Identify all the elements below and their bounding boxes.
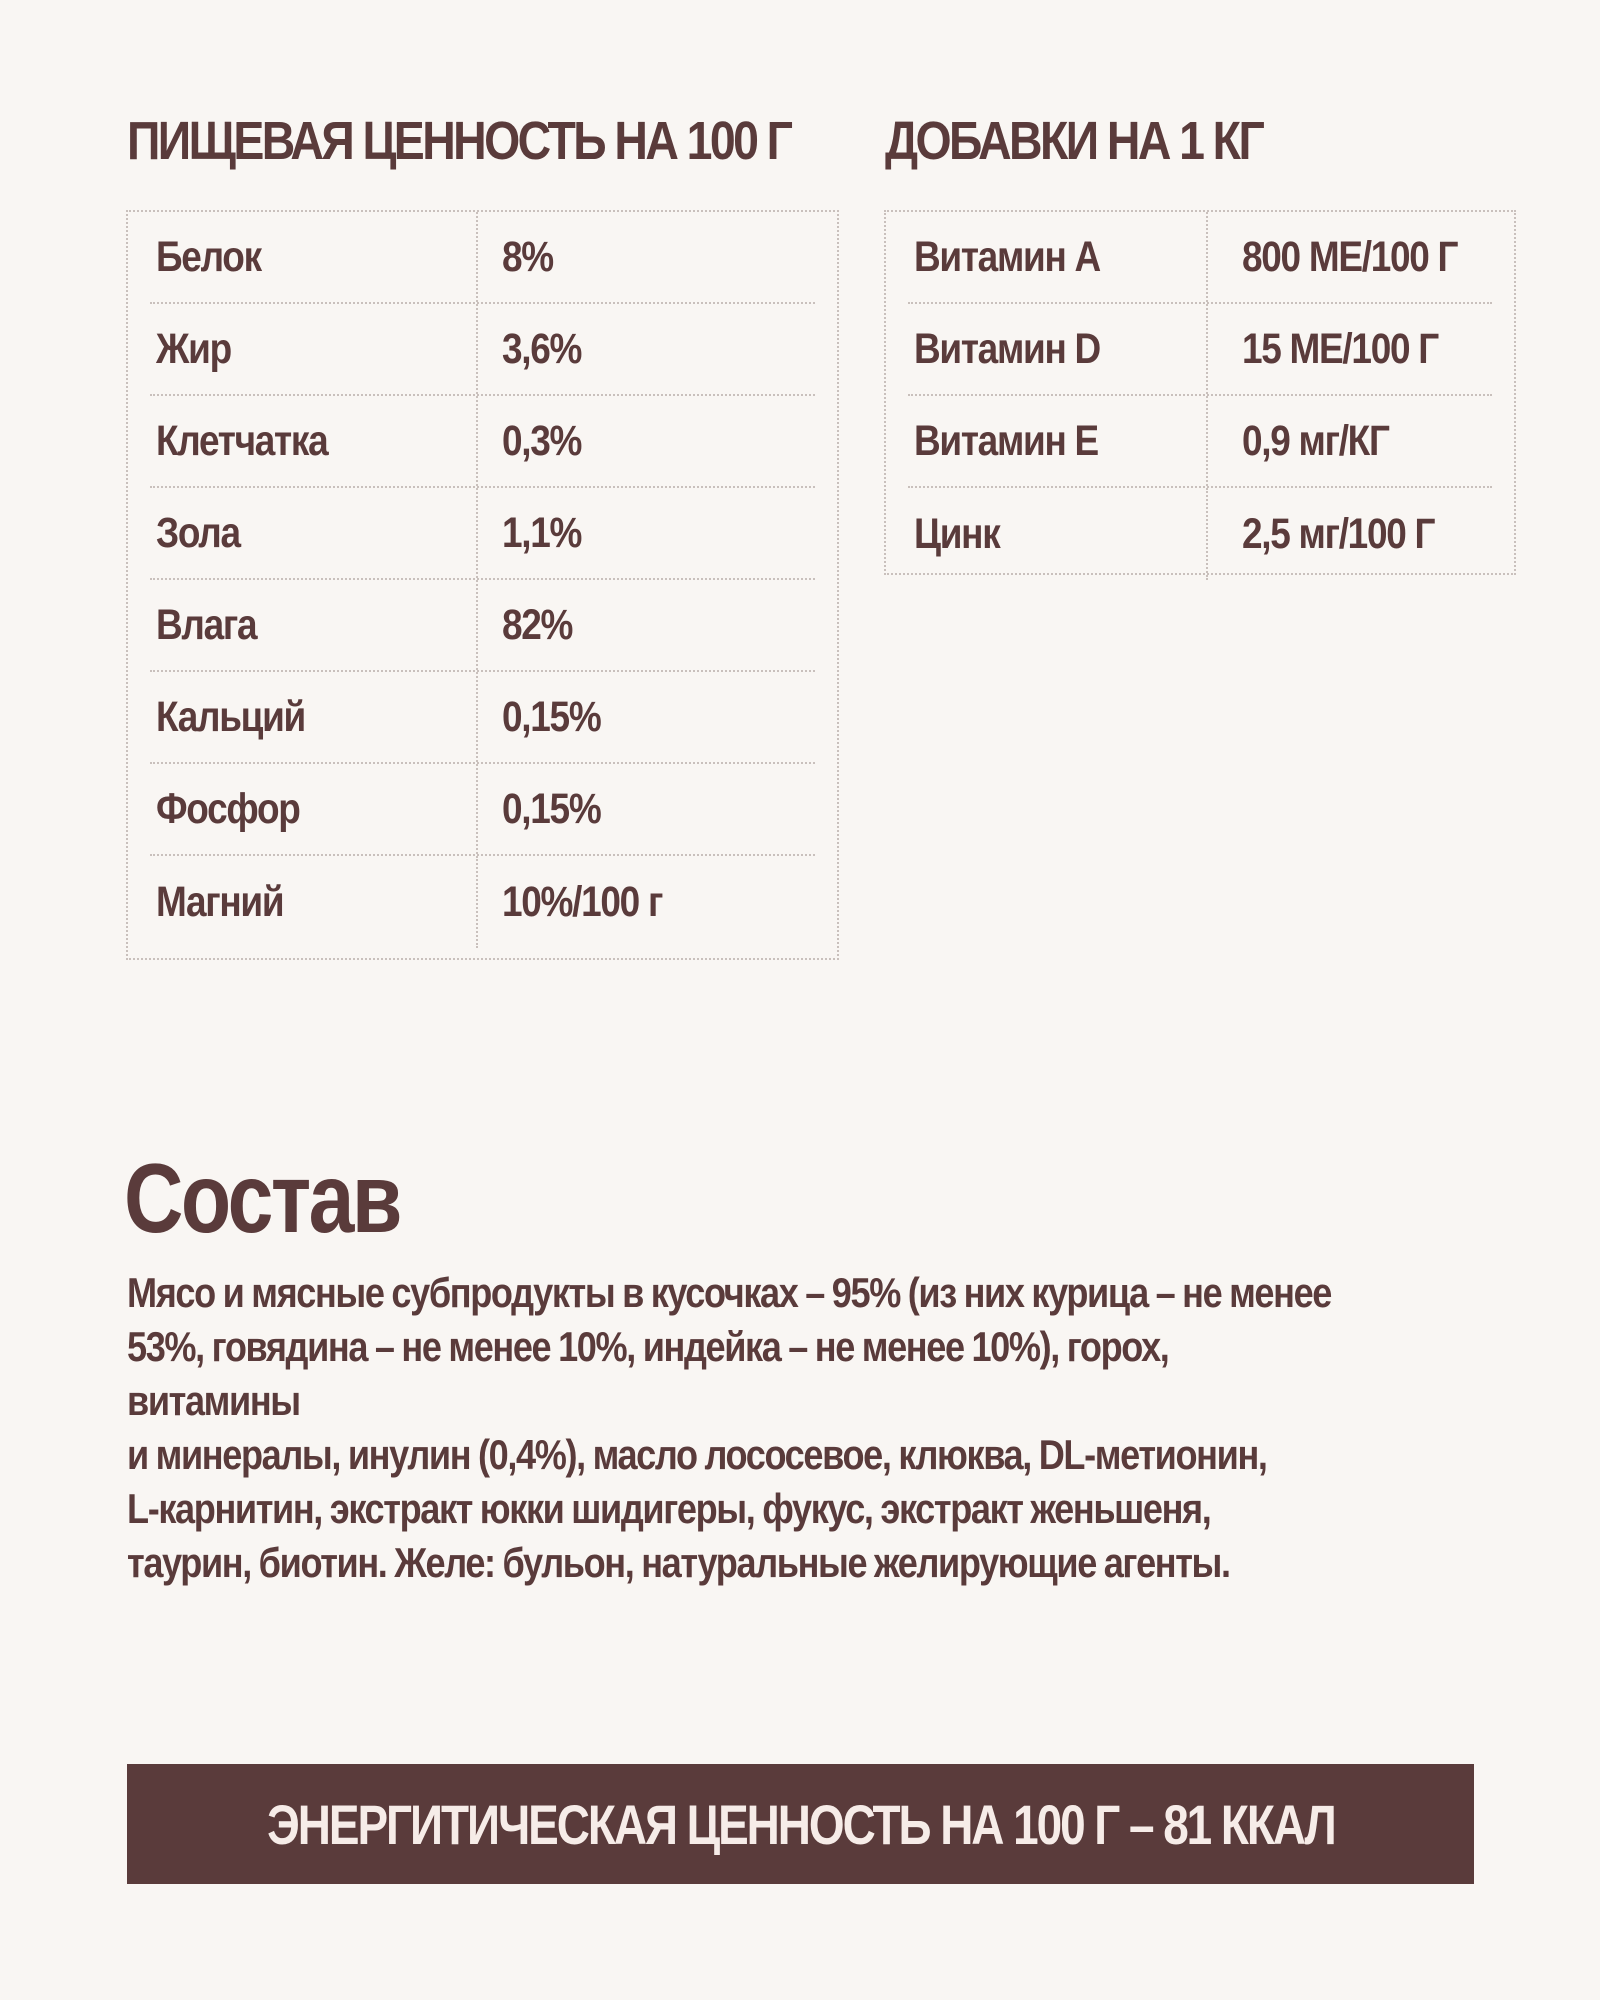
additive-name: Витамин А xyxy=(908,212,1208,302)
additive-value: 800 МЕ/100 Г xyxy=(1241,232,1457,281)
table-row xyxy=(908,488,1492,580)
table-row xyxy=(150,304,815,396)
table-row xyxy=(908,304,1492,396)
composition-heading: Состав xyxy=(124,1143,401,1253)
table-row xyxy=(908,212,1492,304)
table-row xyxy=(150,580,815,672)
table-row xyxy=(150,396,815,488)
additive-name: Витамин Е xyxy=(908,396,1208,486)
table-row xyxy=(150,856,815,948)
table-row xyxy=(150,212,815,304)
nutrient-name: Кальций xyxy=(150,672,478,762)
energy-value-text: ЭНЕРГИТИЧЕСКАЯ ЦЕННОСТЬ НА 100 Г – 81 ККАЛ xyxy=(266,1792,1335,1856)
energy-banner xyxy=(127,1764,1474,1884)
nutrient-value: 10%/100 г xyxy=(502,877,663,926)
additive-value: 0,9 мг/КГ xyxy=(1242,416,1389,465)
nutrition-title: ПИЩЕВАЯ ЦЕННОСТЬ НА 100 Г xyxy=(127,111,791,171)
additives-title: ДОБАВКИ НА 1 КГ xyxy=(885,111,1263,171)
nutrient-name: Жир xyxy=(150,304,478,394)
composition-text: Мясо и мясные субпродукты в кусочках – 95% (из них курица – не менее 53%, говядина – не менее 10%, индейка – не менее 10%), горох, витамины и минералы, инулин (0,4%), масло лососевое, клюква, DL-метионин, L-карнитин, экстракт юкки шидигеры, фукус, экстракт женьшеня, таурин, биотин. Желе: бульон, натуральные желирующие агенты. xyxy=(127,1269,1332,1586)
table-row xyxy=(150,672,815,764)
nutrient-name: Клетчатка xyxy=(150,396,478,486)
nutrient-value: 0,15% xyxy=(502,784,601,833)
nutrient-value: 0,15% xyxy=(502,692,601,741)
nutrient-value: 3,6% xyxy=(502,324,582,373)
nutrient-name: Белок xyxy=(150,212,478,302)
additives-table xyxy=(884,210,1516,575)
table-row xyxy=(908,396,1492,488)
table-row xyxy=(150,764,815,856)
nutrient-name: Влага xyxy=(150,580,478,670)
table-row xyxy=(150,488,815,580)
nutrient-value: 8% xyxy=(502,232,553,281)
nutrient-value: 82% xyxy=(502,600,573,649)
nutrient-name: Фосфор xyxy=(150,764,478,854)
additive-value: 15 МЕ/100 Г xyxy=(1242,324,1438,373)
additive-name: Витамин D xyxy=(908,304,1208,394)
nutrient-name: Зола xyxy=(150,488,478,578)
nutrient-name: Магний xyxy=(150,856,478,948)
additive-value: 2,5 мг/100 Г xyxy=(1242,509,1435,558)
nutrient-value: 1,1% xyxy=(502,508,582,557)
nutrient-value: 0,3% xyxy=(502,416,582,465)
additive-name: Цинк xyxy=(908,488,1208,580)
nutrition-table xyxy=(126,210,839,960)
